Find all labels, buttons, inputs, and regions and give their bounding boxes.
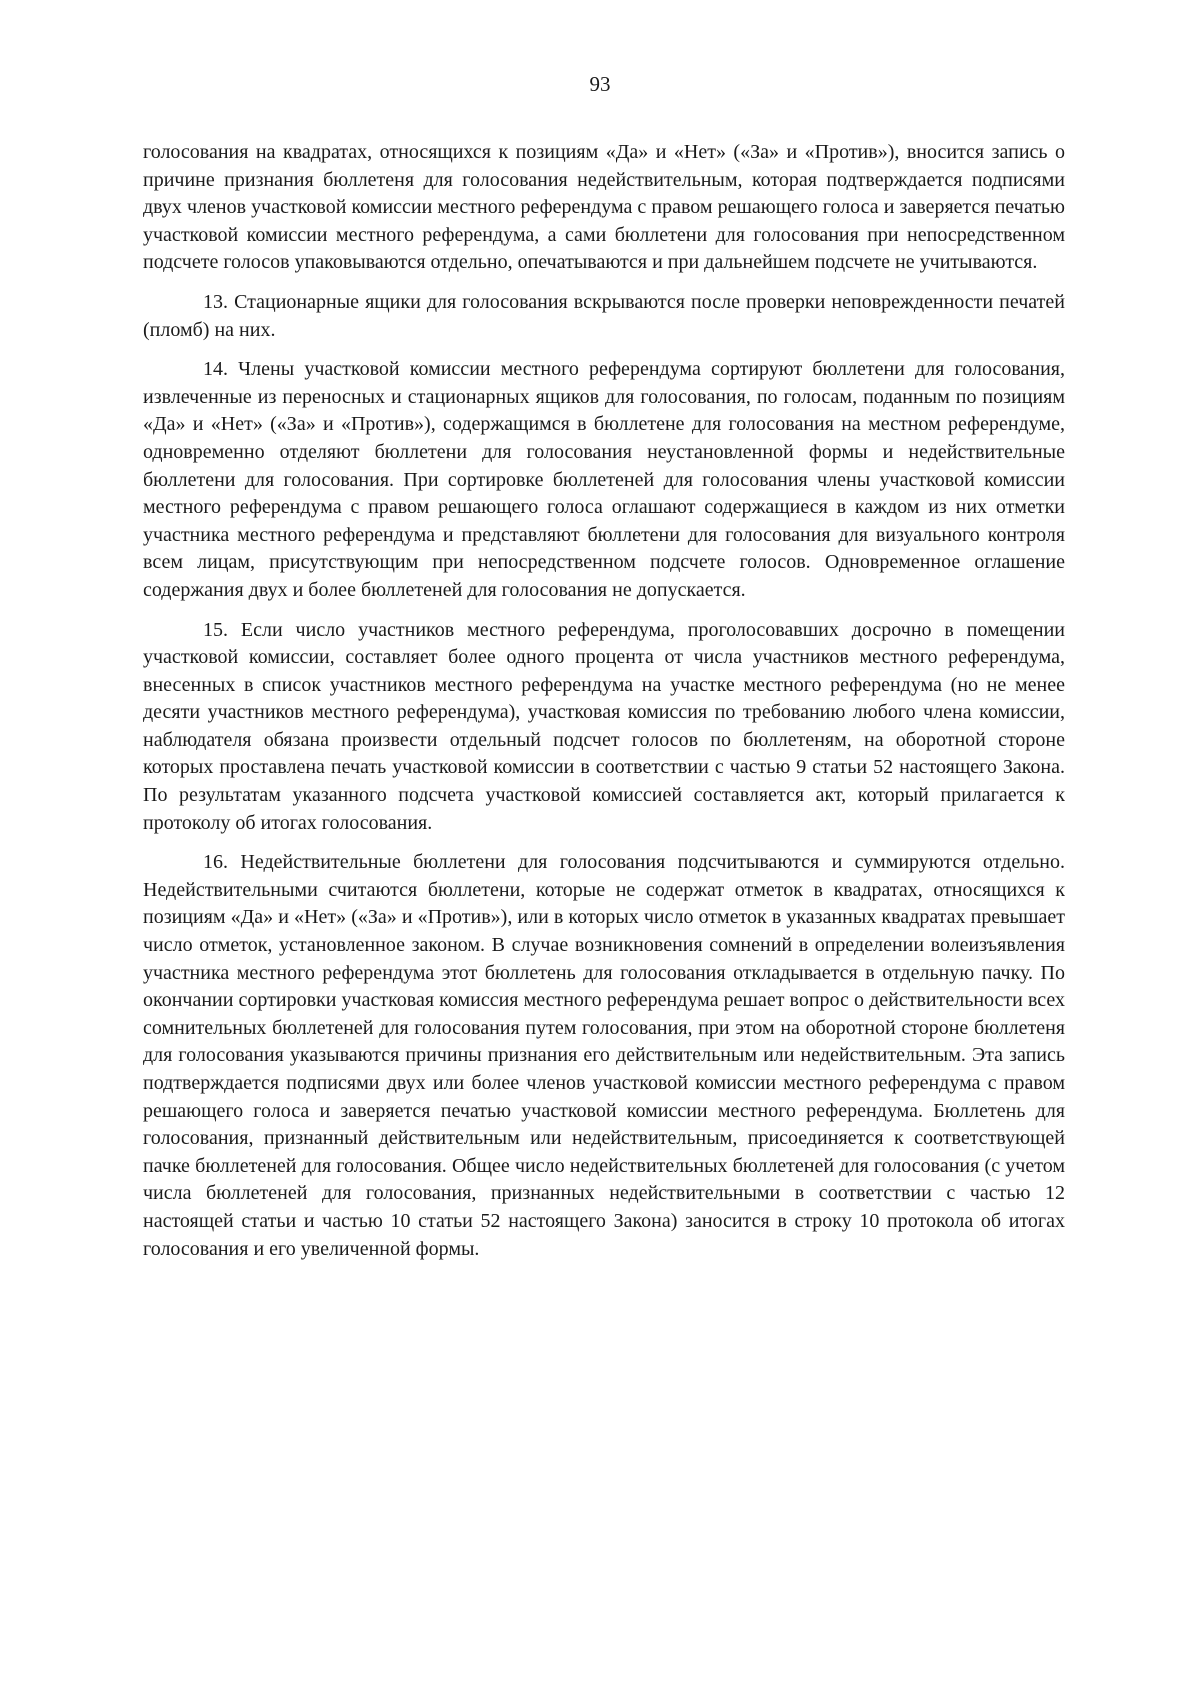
paragraph-14: 14. Члены участковой комиссии местного референдума сортируют бюллетени для голосования, извлеченные из переносных и стационарных ящиков для голосования, по голосам, поданным по позициям «Да» и «Нет» («За» и «Против»), содержащимся в бюллетене для голосования на местном референдуме, одновременно отделяют бюллетени для голосования неустановленной формы и недействительные бюллетени для голосования. При сортировке бюллетеней для голосования члены участковой комиссии местного референдума с правом решающего голоса оглашают содержащиеся в каждом из них отметки участника местного референдума и представляют бюллетени для голосования для визуального контроля всем лицам, присутствующим при непосредственном подсчете голосов. Одновременное оглашение содержания двух и более бюллетеней для голосования не допускается. [143,358,1065,601]
paragraph-continuation: голосования на квадратах, относящихся к позициям «Да» и «Нет» («За» и «Против»), вносится запись о причине признания бюллетеня для голосования недействительным, которая подтверждается подписями двух членов участковой комиссии местного референдума с правом решающего голоса и заверяется печатью участковой комиссии местного референдума, а сами бюллетени для голосования при непосредственном подсчете голосов упаковываются отдельно, опечатываются и при дальнейшем подсчете не учитываются. [143,141,1065,274]
paragraph-16: 16. Недействительные бюллетени для голосования подсчитываются и суммируются отдельно. Недействительными считаются бюллетени, которые не содержат отметок в квадратах, относящихся к позициям «Да» и «Нет» («За» и «Против»), или в которых число отметок в указанных квадратах превышает число отметок, установленное законом. В случае возникновения сомнений в определении волеизъявления участника местного референдума этот бюллетень для голосования откладывается в отдельную пачку. По окончании сортировки участковая комиссия местного референдума решает вопрос о действительности всех сомнительных бюллетеней для голосования путем голосования, при этом на оборотной стороне бюллетеня для голосования указываются причины признания его действительным или недействительным. Эта запись подтверждается подписями двух или более членов участковой комиссии местного референдума с правом решающего голоса и заверяется печатью участковой комиссии местного референдума. Бюллетень для голосования, признанный действительным или недействительным, присоединяется к соответствующей пачке бюллетеней для голосования. Общее число недействительных бюллетеней для голосования (с учетом числа бюллетеней для голосования, признанных недействительными в соответствии с частью 12 настоящей статьи и частью 10 статьи 52 настоящего Закона) заносится в строку 10 протокола об итогах голосования и его увеличенной формы. [143,851,1065,1260]
page-number: 93 [589,72,611,96]
paragraph-15: 15. Если число участников местного референдума, проголосовавших досрочно в помещении участковой комиссии, составляет более одного процента от числа участников местного референдума, внесенных в список участников местного референдума на участке местного референдума (но не менее десяти участников местного референдума), участковая комиссия по требованию любого члена комиссии, наблюдателя обязана произвести отдельный подсчет голосов по бюллетеням, на оборотной стороне которых проставлена печать участковой комиссии в соответствии с частью 9 статьи 52 настоящего Закона. По результатам указанного подсчета участковой комиссией составляется акт, который прилагается к протоколу об итогах голосования. [143,618,1065,834]
paragraph-13: 13. Стационарные ящики для голосования вскрываются после проверки неповрежденности печатей (пломб) на них. [143,290,1065,341]
document-body [143,139,1065,1275]
